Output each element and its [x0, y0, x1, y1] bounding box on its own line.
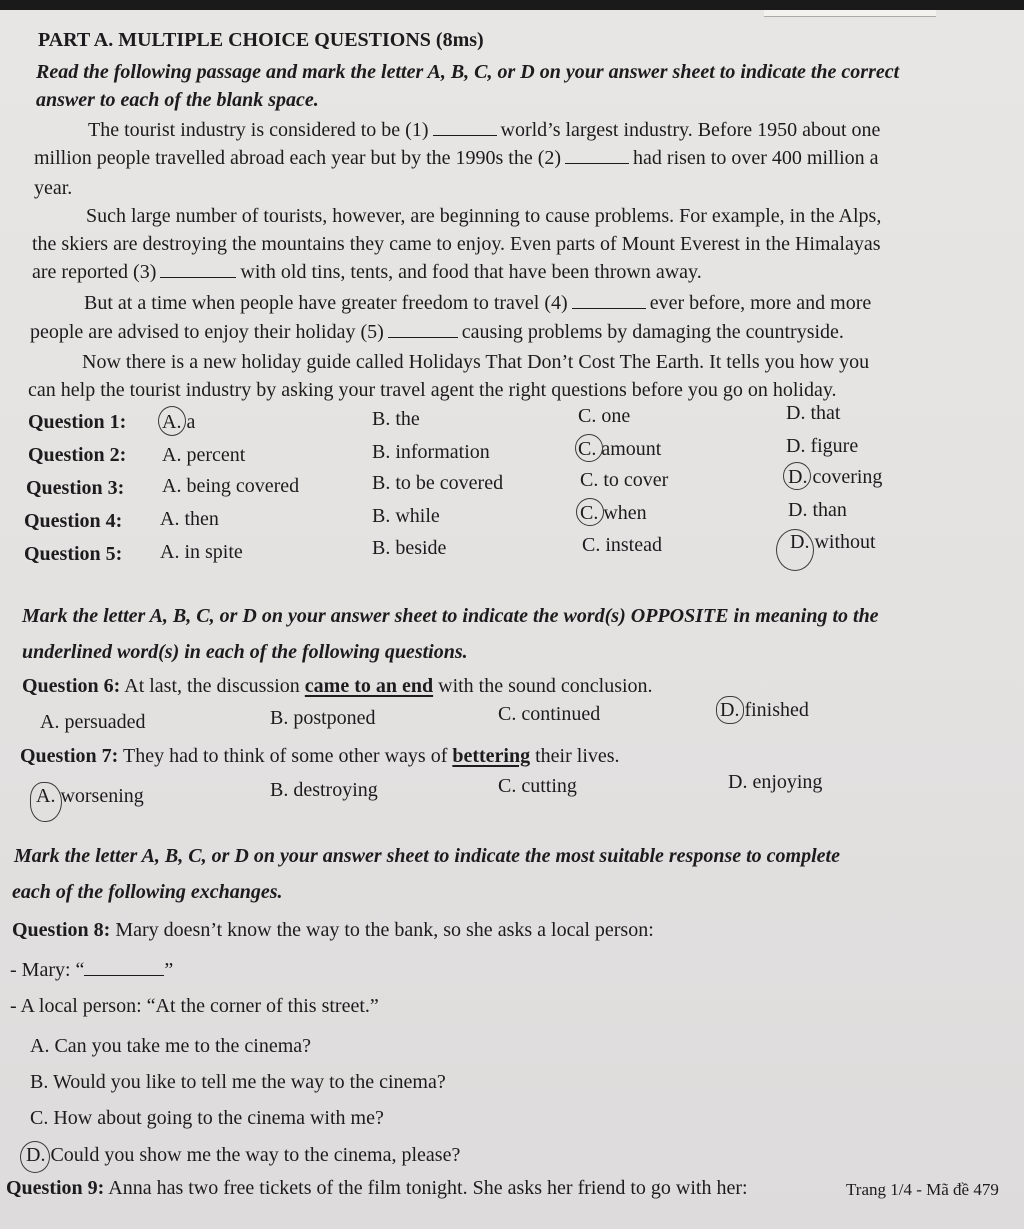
option-c[interactable]: C. to cover [580, 469, 669, 491]
passage-line [30, 320, 844, 344]
option-a[interactable]: A. a [162, 411, 196, 433]
section2-instruction-line1: Mark the letter A, B, C, or D on your answer sheet to indicate the word(s) OPPOSITE in meaning to the [22, 605, 879, 627]
option-c[interactable]: C. How about going to the cinema with me? [30, 1107, 384, 1129]
option-b[interactable]: B. information [372, 441, 490, 463]
question-text: their lives. [535, 745, 620, 767]
option-a[interactable]: A. worsening [36, 785, 144, 807]
question-label: Question 2: [28, 444, 127, 466]
option-d[interactable]: D. that [786, 402, 841, 424]
question-label: Question 1: [28, 411, 127, 433]
passage-text: had risen to over 400 million a [633, 147, 879, 169]
section2-instruction-line2: underlined word(s) in each of the following questions. [22, 641, 468, 663]
option-c[interactable]: C. cutting [498, 775, 577, 797]
question-text: Anna has two free tickets of the film tonight. She asks her friend to go with her: [108, 1177, 748, 1199]
option-b[interactable]: B. postponed [270, 707, 376, 729]
passage-line [32, 260, 702, 284]
passage-line [88, 118, 880, 142]
section3-instruction-line1: Mark the letter A, B, C, or D on your answer sheet to indicate the most suitable response to complete [14, 845, 840, 867]
passage-line: can help the tourist industry by asking your travel agent the right questions before you go on holiday. [28, 379, 837, 401]
option-a[interactable]: A. Can you take me to the cinema? [30, 1035, 312, 1057]
passage-text: world’s largest industry. Before 1950 about one [500, 119, 881, 141]
passage-text: causing problems by damaging the countryside. [461, 321, 844, 343]
section1-instruction-line1: Read the following passage and mark the letter A, B, C, or D on your answer sheet to indicate the correct [36, 61, 900, 83]
option-c[interactable]: C. continued [498, 703, 601, 725]
blank-3 [160, 263, 236, 278]
option-a[interactable]: A. in spite [160, 541, 243, 563]
passage-line: Such large number of tourists, however, are beginning to cause problems. For example, in the Alps, [86, 205, 882, 227]
passage-text: million people travelled abroad each year but by the 1990s the (2) [34, 147, 562, 169]
option-c[interactable]: C. one [578, 405, 631, 427]
question-text: Mary doesn’t know the way to the bank, so she asks a local person: [115, 919, 654, 941]
passage-line [84, 291, 871, 315]
blank-4 [572, 294, 646, 309]
dialogue-mary [10, 958, 173, 982]
blank-1 [433, 121, 497, 136]
option-b[interactable]: B. while [372, 505, 440, 527]
option-b[interactable]: B. to be covered [372, 472, 504, 494]
question-9-stem [6, 1176, 748, 1200]
dialogue-local-person: - A local person: “At the corner of this street.” [10, 995, 379, 1017]
question-label: Question 5: [24, 543, 123, 565]
option-a[interactable]: A. persuaded [40, 711, 146, 733]
option-d[interactable]: D. than [788, 499, 847, 521]
underlined-phrase: came to an end [304, 675, 434, 697]
passage-line: year. [34, 177, 73, 199]
question-label: Question 9: [6, 1177, 105, 1199]
blank-response [84, 961, 164, 976]
question-8-stem [12, 918, 654, 942]
question-label: Question 7: [20, 745, 119, 767]
option-b[interactable]: B. beside [372, 537, 447, 559]
page-footer: Trang 1/4 - Mã đề 479 [846, 1180, 999, 1199]
option-c[interactable]: C. when [580, 502, 647, 524]
option-d[interactable]: D. enjoying [728, 771, 823, 793]
passage-text: ever before, more and more [649, 292, 872, 314]
question-7-stem [20, 744, 620, 768]
blank-2 [565, 149, 629, 164]
passage-text: are reported (3) [32, 261, 157, 283]
question-text: At last, the discussion [124, 675, 300, 697]
option-a[interactable]: A. percent [162, 444, 246, 466]
question-6-stem [22, 674, 653, 698]
question-text: with the sound conclusion. [438, 675, 653, 697]
question-label: Question 4: [24, 510, 123, 532]
section1-instruction-line2: answer to each of the blank space. [36, 89, 319, 111]
dialogue-text: ” [164, 959, 174, 981]
exam-page [0, 10, 1024, 1229]
option-d[interactable]: D. Could you show me the way to the cinema, please? [26, 1144, 461, 1166]
section3-instruction-line2: each of the following exchanges. [12, 881, 283, 903]
question-label: Question 3: [26, 477, 125, 499]
dialogue-text: - Mary: “ [10, 959, 85, 981]
question-label: Question 8: [12, 919, 111, 941]
option-d[interactable]: D. finished [720, 699, 809, 721]
option-c[interactable]: C. instead [582, 534, 662, 556]
option-b[interactable]: B. Would you like to tell me the way to the cinema? [30, 1071, 446, 1093]
option-b[interactable]: B. destroying [270, 779, 378, 801]
part-title: PART A. MULTIPLE CHOICE QUESTIONS (8ms) [38, 29, 484, 51]
passage-line: Now there is a new holiday guide called Holidays That Don’t Cost The Earth. It tells you how you [82, 351, 870, 373]
option-a[interactable]: A. being covered [162, 475, 300, 497]
underlined-phrase: bettering [452, 745, 531, 767]
option-b[interactable]: B. the [372, 408, 420, 430]
option-c[interactable]: C. amount [578, 438, 662, 460]
paper-tab [764, 10, 936, 17]
passage-text: with old tins, tents, and food that have been thrown away. [240, 261, 702, 283]
blank-5 [388, 323, 458, 338]
option-a[interactable]: A. then [160, 508, 219, 530]
option-d[interactable]: D. without [790, 531, 876, 553]
question-text: They had to think of some other ways of [122, 745, 448, 767]
question-label: Question 6: [22, 675, 121, 697]
passage-line: the skiers are destroying the mountains they came to enjoy. Even parts of Mount Everest in the Himalayas [32, 233, 881, 255]
option-d[interactable]: D. covering [788, 466, 883, 488]
passage-line [34, 146, 879, 170]
passage-text: people are advised to enjoy their holiday (5) [30, 321, 384, 343]
passage-text: The tourist industry is considered to be (1) [88, 119, 429, 141]
passage-text: But at a time when people have greater freedom to travel (4) [84, 292, 568, 314]
option-d[interactable]: D. figure [786, 435, 859, 457]
